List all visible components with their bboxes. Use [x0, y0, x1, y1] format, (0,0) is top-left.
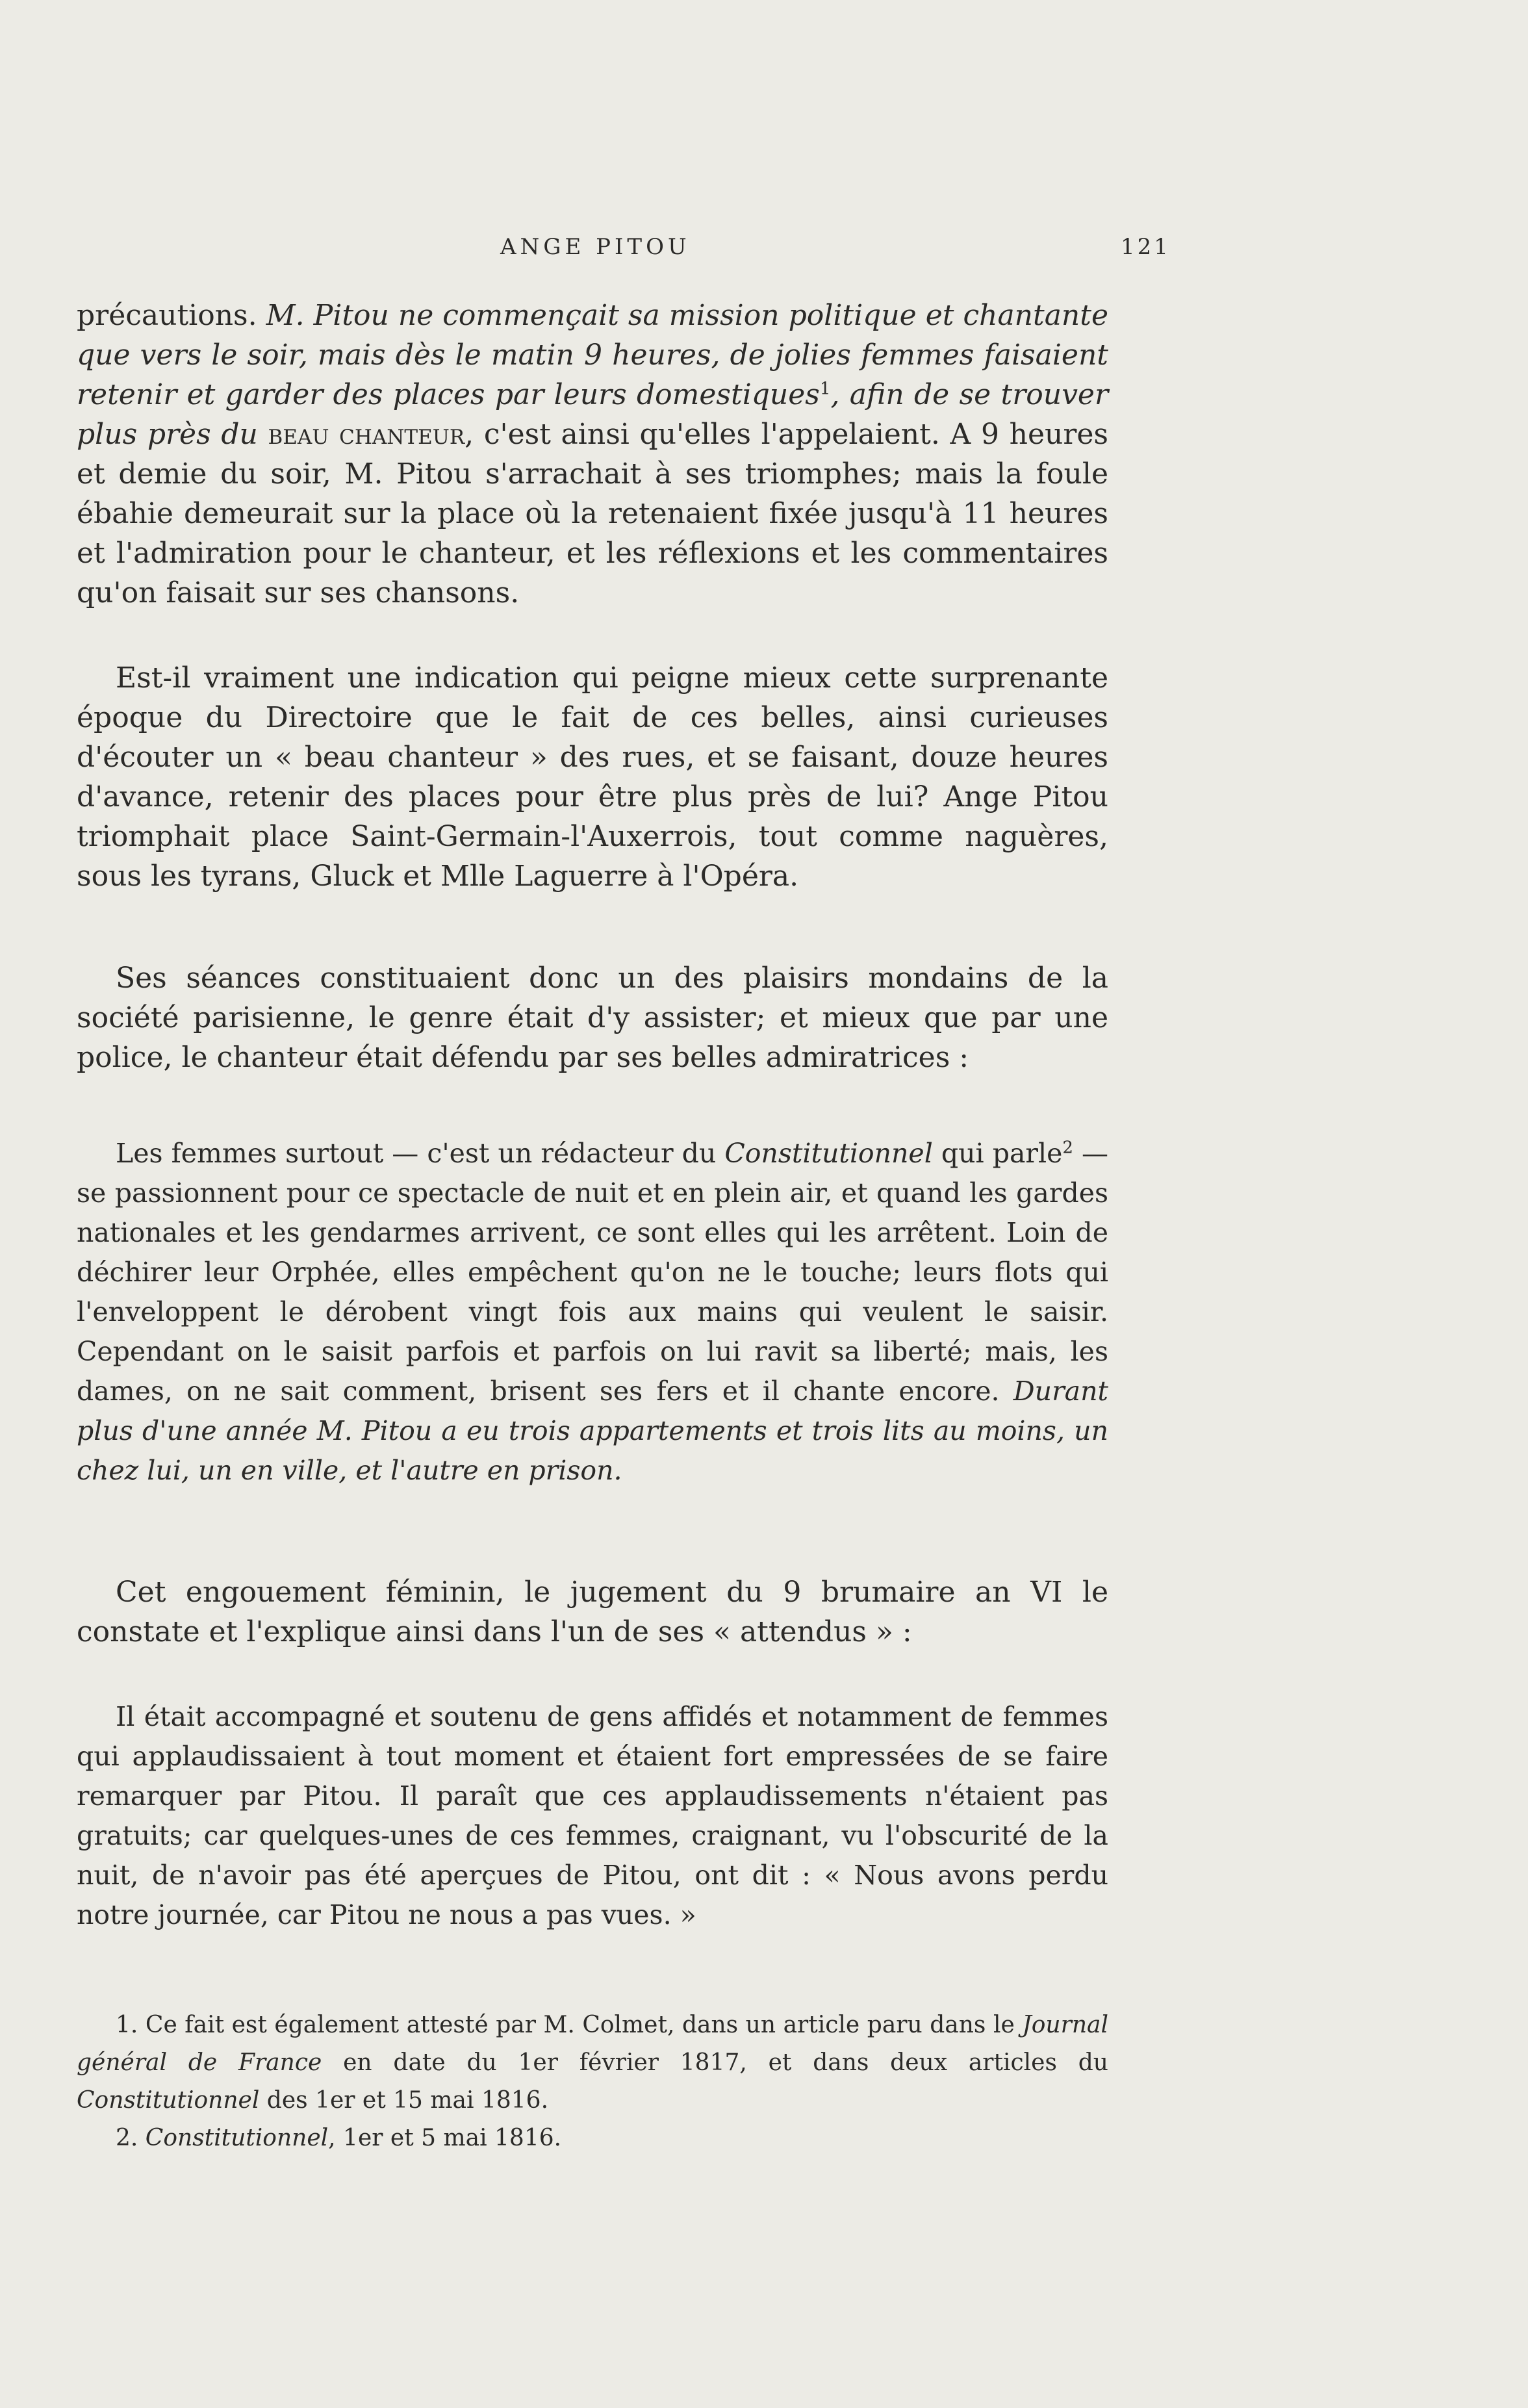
- paragraph-4: [77, 1572, 1108, 1652]
- text-span: précautions.: [77, 299, 266, 332]
- running-title: ANGE PITOU: [500, 234, 691, 260]
- italic-text: Constitutionnel: [724, 1138, 933, 1169]
- paragraph-text: Ses séances constituaient donc un des plaisirs mondains de la société parisienne, le genre était d'y assister; et mieux que par une police, le chanteur était défendu par ses belles admiratrices :: [77, 962, 1108, 1074]
- quote-text: qui parle: [932, 1138, 1063, 1169]
- paragraph-1: [77, 296, 1108, 613]
- quote-text: Les femmes surtout — c'est un rédacteur du: [116, 1138, 725, 1169]
- footnote-text: 2.: [116, 2125, 146, 2151]
- text-span: , c'est ainsi qu'elles l'appelaient. A 9 heures et demie du soir, M. Pitou s'arrachait à ses triomphes; mais la foule ébahie demeurait sur la place où la retenaient fixée jusqu'à 11 heures et l'admiration pour le chanteur, et les réflexions et les commentaires qu'on faisait sur ses chansons.: [77, 418, 1108, 609]
- footnote-marker-2[interactable]: 2: [1062, 1138, 1073, 1158]
- footnote-1: [77, 2006, 1108, 2120]
- footnote-2: [77, 2120, 1108, 2157]
- paragraph-text: Est-il vraiment une indication qui peigne mieux cette surprenante époque du Directoire que le fait de ces belles, ainsi curieuses d'écouter un « beau chanteur » des rues, et se faisant, douze heures d'avance, retenir des places pour être plus près de lui? Ange Pitou triomphait place Saint-Germain-l'Auxerrois, tout comme naguères, sous les tyrans, Gluck et Mlle Laguerre à l'Opéra.: [77, 661, 1108, 893]
- footnote-marker-1[interactable]: 1: [819, 379, 831, 399]
- paragraph-text: Cet engouement féminin, le jugement du 9 brumaire an VI le constate et l'explique ainsi dans l'un de ses « attendus » :: [77, 1576, 1108, 1648]
- footnote-text: en date du 1er février 1817, et dans deux articles du: [322, 2049, 1108, 2076]
- quote-text: Il était accompagné et soutenu de gens affidés et notamment de femmes qui applaudissaient à tout moment et étaient fort empressées de se faire remarquer par Pitou. Il paraît que ces applaudissements n'étaient pas gratuits; car quelques-unes de ces femmes, craignant, vu l'obscurité de la nuit, de n'avoir pas été aperçues de Pitou, ont dit : « Nous avons perdu notre journée, car Pitou ne nous a pas vues. »: [77, 1701, 1108, 1930]
- block-quote-1: [77, 1134, 1108, 1491]
- footnote-text: , 1er et 5 mai 1816.: [328, 2125, 562, 2151]
- paragraph-3: [77, 958, 1108, 1077]
- paragraph-2: [77, 658, 1108, 896]
- footnotes: [77, 2006, 1108, 2157]
- page-number: 121: [1121, 234, 1171, 260]
- italic-text: M. Pitou ne commençait sa mission politique et chantante que vers le soir, mais dès le matin 9 heures, de jolies femmes faisaient retenir et garder des places par leurs domestiques: [77, 299, 1108, 411]
- footnote-text: des 1er et 15 mai 1816.: [259, 2087, 549, 2114]
- italic-text: Constitutionnel: [145, 2125, 329, 2151]
- block-quote-2: [77, 1697, 1108, 1935]
- small-caps-text: beau chanteur: [257, 418, 465, 451]
- quote-text: — se passionnent pour ce spectacle de nuit et en plein air, et quand les gardes nationales et les gendarmes arrivent, ce sont elles qui les arrêtent. Loin de déchirer leur Orphée, elles empêchent qu'on ne le touche; leurs flots qui l'enveloppent le dérobent vingt fois aux mains qui veulent le saisir. Cependant on le saisit parfois et parfois on lui ravit sa liberté; mais, les dames, on ne sait comment, brisent ses fers et il chante encore.: [77, 1138, 1108, 1407]
- italic-text: Durant plus d'une année M. Pitou a eu trois appartements et trois lits au moins, un chez lui, un en ville, et l'autre en prison.: [77, 1376, 1108, 1486]
- italic-text: , afin de se trouver plus près du: [77, 378, 1108, 451]
- italic-text: Constitutionnel: [77, 2087, 260, 2114]
- italic-text: Journal général de France: [77, 2012, 1108, 2076]
- page-header: [78, 234, 1450, 273]
- footnote-text: 1. Ce fait est également attesté par M. Colmet, dans un article paru dans le: [116, 2012, 1023, 2038]
